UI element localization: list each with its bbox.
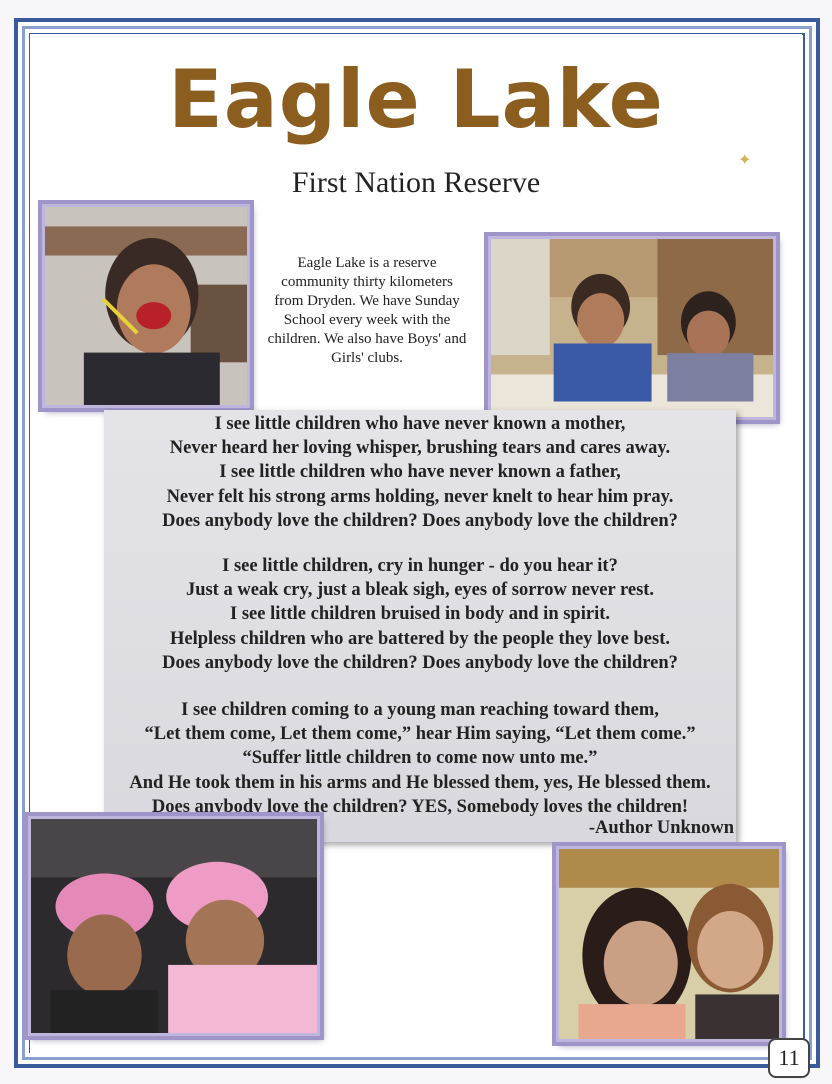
photo-girls-pink-hats <box>28 816 320 1036</box>
poem-line: Does anybody love the children? Does anybody love the children? <box>162 510 678 531</box>
poem-box <box>104 410 736 842</box>
poem-line: “Suffer little children to come now unto me.” <box>242 748 598 769</box>
photo-smiling-girls <box>556 846 782 1042</box>
poem-line: I see little children who have never known a mother, <box>214 414 626 434</box>
poem-line: Just a weak cry, just a bleak sigh, eyes of sorrow never rest. <box>185 580 655 601</box>
poem-author: -Author Unknown <box>588 818 734 838</box>
page-title: Eagle Lake <box>168 53 664 146</box>
page-number: 11 <box>768 1038 810 1078</box>
poem-line: I see children coming to a young man reaching toward them, <box>181 700 659 720</box>
page-subtitle: First Nation Reserve <box>291 166 541 199</box>
poem-line: I see little children who have never known a father, <box>219 462 621 483</box>
poem-line: Does anybody love the children? YES, Somebody loves the children! <box>151 796 689 817</box>
poem-line: Never heard her loving whisper, brushing tears and cares away. <box>169 438 671 459</box>
poem-line: Does anybody love the children? Does anybody love the children? <box>162 652 678 673</box>
poem-line: I see little children bruised in body and in spirit. <box>230 604 610 625</box>
poem-line: I see little children, cry in hunger - do you hear it? <box>222 556 618 576</box>
photo-boy-with-toy <box>42 204 250 408</box>
poem-line: Helpless children who are battered by the people they love best. <box>170 628 670 649</box>
photo-boys-at-table <box>488 236 776 420</box>
poem-line: “Let them come, Let them come,” hear Him saying, “Let them come.” <box>144 724 696 745</box>
intro-paragraph: Eagle Lake is a reserve community thirty kilometers from Dryden. We have Sunday School every week with the children. We also have Boys' and Girls' clubs. <box>267 255 467 366</box>
poem-stanza-2 <box>104 554 736 675</box>
poem-stanza-3 <box>104 698 736 819</box>
sparkle-decoration: ✦ <box>738 152 752 169</box>
poem-line: And He took them in his arms and He blessed them, yes, He blessed them. <box>129 772 711 793</box>
poem-stanza-1 <box>104 412 736 533</box>
poem-line: Never felt his strong arms holding, never knelt to hear him pray. <box>166 486 674 507</box>
